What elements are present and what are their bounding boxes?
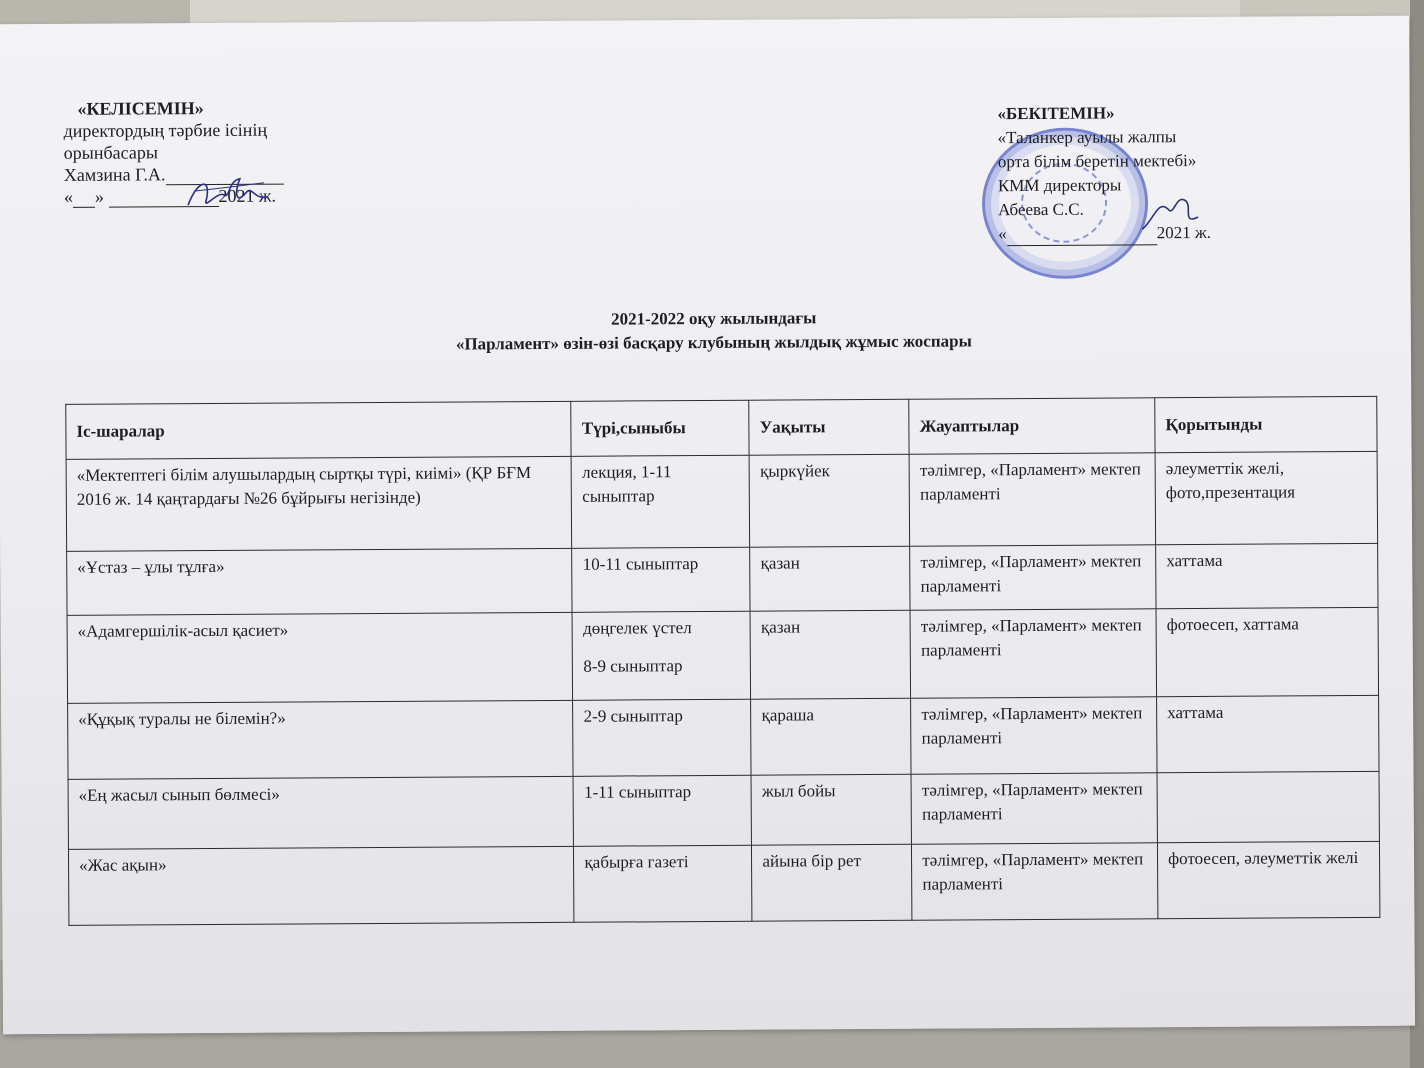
table-row [66, 451, 1378, 551]
cell-result [1157, 771, 1379, 842]
cell-time: қыркүйек [749, 454, 909, 547]
cell-kind-line1: дөңгелек үстел [583, 618, 692, 638]
approved-date-year: 2021 ж. [1156, 222, 1212, 243]
cell-responsible: тәлімгер, «Парламент» мектеп парламенті [911, 697, 1157, 775]
cell-kind: 10-11 сыныптар [572, 547, 750, 612]
document-title [299, 304, 1129, 357]
header-result: Қорытынды [1155, 396, 1377, 452]
header-time: Уақыты [749, 399, 909, 455]
approval-block-right [997, 101, 1211, 246]
cell-result: хаттама [1156, 543, 1378, 608]
cell-time: жыл бойы [751, 774, 911, 845]
table-row [68, 841, 1379, 925]
table-row [67, 607, 1379, 703]
table-row [68, 771, 1379, 849]
cell-kind-line2: 8-9 сыныптар [583, 656, 683, 676]
title-line1: 2021-2022 оқу жылындағы [611, 308, 817, 329]
cell-responsible: тәлімгер, «Парламент» мектеп парламенті [909, 453, 1155, 546]
cell-kind [572, 611, 750, 700]
cell-responsible: тәлімгер, «Парламент» мектеп парламенті [910, 545, 1156, 611]
cell-time: айына бір рет [752, 844, 912, 921]
cell-kind: қабырға газеті [574, 845, 752, 922]
document-sheet [0, 16, 1415, 1035]
cell-kind: 1-11 сыныптар [573, 775, 751, 846]
cell-event: «Ең жасыл сынып бөлмесі» [68, 776, 574, 849]
cell-time: қазан [750, 546, 910, 611]
approved-org-line1: «Таланкер ауылы жалпы [997, 127, 1177, 148]
table-row [67, 543, 1378, 615]
date-quote-close: » [94, 186, 105, 207]
cell-time: қараша [751, 698, 911, 775]
cell-event: «Адамгершілік-асыл қасиет» [67, 612, 573, 703]
approved-org-line2: орта білім беретін мектебі» [997, 150, 1197, 172]
approved-position: КММ директоры [997, 175, 1122, 196]
title-line2: «Парламент» өзін-өзі басқару клубының жылдық жұмыс жоспары [455, 331, 972, 354]
cell-event: «Құқық туралы не білемін?» [68, 700, 574, 779]
cell-event: «Жас ақын» [68, 846, 574, 925]
cell-kind: 2-9 сыныптар [573, 699, 751, 776]
approved-date-line [998, 221, 1211, 246]
header-type-class: Түрі,сыныбы [571, 400, 749, 456]
agreed-position-line2: орынбасары [63, 142, 158, 163]
approved-heading: «БЕКІТЕМІН» [997, 103, 1115, 124]
cell-time: қазан [750, 610, 910, 699]
approved-name: Абеева С.С. [998, 199, 1084, 220]
cell-responsible: тәлімгер, «Парламент» мектеп парламенті [912, 843, 1158, 921]
cell-responsible: тәлімгер, «Парламент» мектеп парламенті [910, 609, 1156, 698]
cell-result: әлеуметтік желі, фото,презентация [1155, 451, 1377, 544]
date-day-blank [73, 207, 95, 208]
date-quote-open: « [63, 186, 74, 207]
signature-left [184, 171, 274, 216]
header-events: Іс-шаралар [66, 401, 572, 459]
cell-responsible: тәлімгер, «Парламент» мектеп парламенті [911, 773, 1157, 845]
cell-result: фотоесеп, хаттама [1156, 607, 1378, 696]
cell-result: фотоесеп, әлеуметтік желі [1158, 841, 1380, 918]
agreed-name: Хамзина Г.А. [63, 164, 166, 185]
cell-event: «Мектептегі білім алушылардың сыртқы түрі, киімі» (ҚР БҒМ 2016 ж. 14 қаңтардағы №26 бұйрығы негізінде) [66, 456, 572, 551]
cell-result: хаттама [1157, 695, 1379, 772]
date-quote-open: « [998, 224, 1007, 244]
agreed-heading: «КЕЛІСЕМІН» [77, 98, 204, 119]
cell-kind: лекция, 1-11 сыныптар [572, 455, 750, 548]
table-row [68, 695, 1379, 779]
table-header-row [66, 396, 1377, 459]
header-responsible: Жауаптылар [909, 398, 1155, 455]
agreed-position-line1: директордың тәрбие ісінің [63, 119, 268, 141]
work-plan-table [65, 396, 1380, 926]
cell-event: «Ұстаз – ұлы тұлға» [67, 548, 573, 615]
agreed-date-year: 2021 ж. [218, 185, 276, 206]
